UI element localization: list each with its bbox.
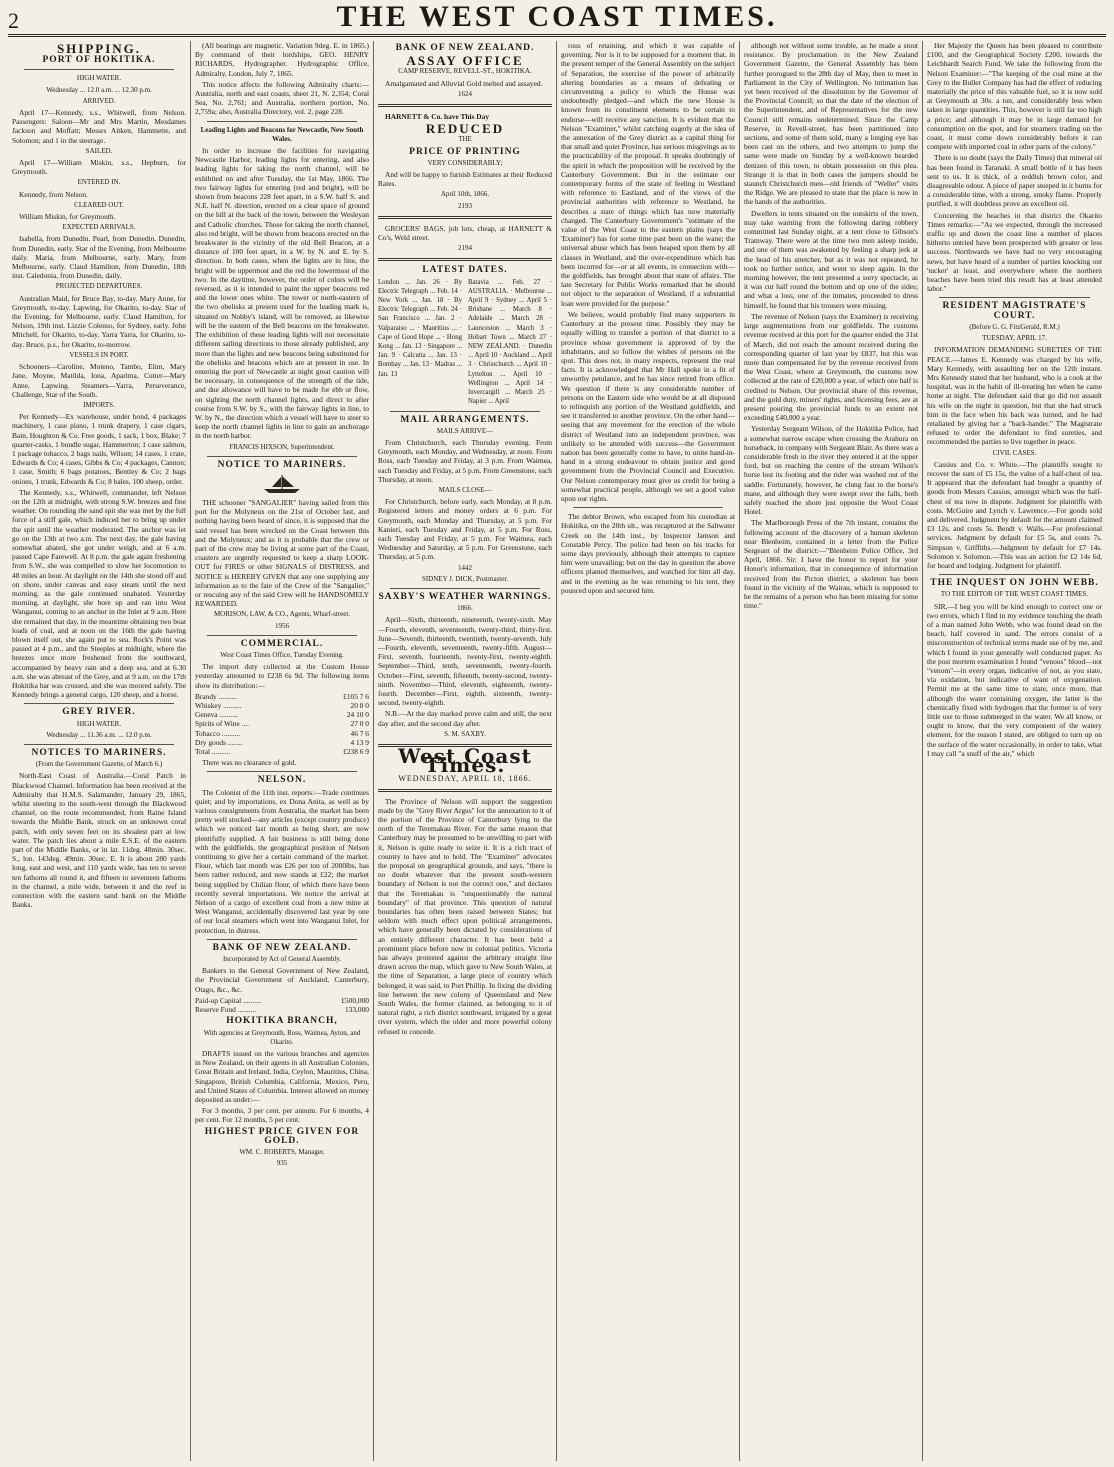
paper-date: WEDNESDAY, APRIL 18, 1866. <box>398 774 532 784</box>
harnett-text: HARNETT & Co. have This Day <box>385 112 490 122</box>
divider <box>24 703 174 704</box>
assay-heading: ASSAY OFFICE <box>406 53 524 69</box>
resident-court-date: TUESDAY, APRIL 17. <box>982 334 1047 343</box>
duty-value: 4 13 9 <box>350 737 369 747</box>
assay-ref: 1624 <box>458 89 472 98</box>
saxby-heading: SAXBY'S WEATHER WARNINGS. <box>378 591 552 602</box>
resident-court-sub: (Before G. G. FitzGerald, R.M.) <box>969 322 1060 331</box>
divider <box>939 297 1090 298</box>
inquest-sub: TO THE EDITOR OF THE WEST COAST TIMES. <box>940 590 1089 599</box>
news-item-5: The Marlborough Press of the 7th instant, contains the following account of the discovery of a human skeleton near Blenheim, contained in a letter from the Police Sergeant of the district:—"Blenheim Police Office, 3rd April, 1866. Sir: I have the honor to report for your Honor's information, that in consequence of information received from the Picton district, a skeleton has been found in the vicinity of the Wairau, which is supposed to be the remains of a person who has been missing for some time." <box>744 518 918 611</box>
bank2-heading: BANK OF NEW ZEALAND. <box>395 43 535 53</box>
divider <box>207 771 357 772</box>
high-water-line: Wednesday ... 12.0 a.m. ... 12.30 p.m. <box>46 85 152 94</box>
notices-text: North-East Coast of Australia.—Coral Patch in Blackwood Channel. Information has been received at the Admiralty that H.M.S. Salamander, January 29, 1865, whilst steering to the south-west through the Blackwood channel, on the route recommended, from Raine Island towards the Middle Bank, struck on an unknown coral patch, with only seven feet on its shoalest part at low water. The patch lies about a mile E.S.E. of the eastern part of the Middle Banks, or in lat. 11deg. 48min. 30sec. S., lon. 143deg. 49min. 30sec. E. It is about 280 yards long, east and west, and 110 yards wide, has ten to seven ten fathoms all round it, and fifteen to seventeen fathoms in the channel, a mile wide, between it and the reef in connection with the eastern sand bank on the Middle Banks. <box>12 771 186 910</box>
capital-label: Paid-up Capital .......... <box>195 995 262 1005</box>
divider <box>207 456 357 457</box>
high-water-heading: HIGH WATER. <box>76 74 122 83</box>
cleared-text: William Miskin, for Greymouth. <box>19 212 116 222</box>
sailed-heading: SAILED. <box>85 146 113 155</box>
capital-value: 133,000 <box>344 1005 369 1015</box>
duty-label: Spirits of Wine .... <box>195 719 249 729</box>
news-item-3: The revenue of Nelson (says the Examiner) is receiving large augmentations from our goldfields. The customs revenue received at this port for the quarter ended the 31st of March, did not reach the amount received during the corresponding quarter of last year by £837, but this was more than compensated for by the revenue received from the West Coast, where at Greymouth, the customs now collected at the rate of £20,000 a year, of which one half is credited to Nelson. Our provincial share of this revenue, and the gold duty, miners' rights, and licensing fees, are at present pouring the provincial funds to an extent not exceeding £40,000 a year. <box>744 311 918 423</box>
grey-line: Wednesday ... 11.36 a.m. ... 12.0 p.m. <box>46 730 152 739</box>
interest-rates: For 3 months, 3 per cent. per annum. For 6 months, 4 per cent. For 12 months, 5 per cent. <box>195 1106 369 1125</box>
duty-label: Brandy .......... <box>195 691 238 701</box>
leading-signature: FRANCIS HIXSON, Superintendent. <box>229 442 335 451</box>
mail-arrive-text: From Christchurch, each Thursday evening. From Greymouth, each Monday, and Wednesday, at noon. From Ross, each Tuesday and Friday, at 3 p.m. From Waimea, each Tuesday and Friday, at 5 p.m. From Greenstone, each Thursday, at noon. <box>378 437 552 484</box>
latest-dates-heading: LATEST DATES. <box>422 265 508 276</box>
duty-value: £238 6 9 <box>343 747 369 757</box>
branch-sub: With agencies at Greymouth, Ross, Waimea, Ayton, and Okarito. <box>203 1028 361 1046</box>
grocers-text: GROCERS' BAGS, job lots, cheap, at HARNETT & Co's, Weld street. <box>378 223 552 243</box>
notices-heading: NOTICES TO MARINERS. <box>31 748 167 759</box>
commercial-text: The import duty collected at the Custom House yesterday amounted to £238 6s 9d. The following items show its distribution:— <box>195 662 369 690</box>
resident-court-text: INFORMATION DEMANDING SURETIES OF THE PEACE.—James E. Kennedy was charged by his wife, Mary Kennedy, with assaulting her on the 12th instant. Mrs Kennedy stated that her husband, who is a cook at the hospital, was in the habit of ill-treating her when he came home at night. The defendant said that go did not assault his wife on the night in question, but that she had struck him in the face when his back was turned, and he had retaliated by giving her a "back-hander." The Magistrate refused to order the defendant to find sureties, and recommended the parties to live together in peace. <box>927 345 1102 447</box>
bearings-text: (All bearings are magnetic. Variation 9deg. E. in 1865.) By command of their lordships, GEO. HENRY RICHARDS, Hydrographer. Hydrographic Office, Admiralty, London, July 7, 1865. <box>195 41 369 78</box>
saxby-year: 1866. <box>457 604 473 613</box>
dates-left: London ... Jan. 26 · By Electric Telegraph ... Feb. 14 · New York ... Jan. 18 · By Electric Telegraph ... Feb. 24 · San Francisco ... Jan. 2 · Valparaiso ... · Mauritius ... · Cape of Good Hope ... · Hong Kong ... Jan. 13 · Singapore ... Jan. 9 · Calcutta ... Jan. 13 · Bombay ... Jan. 13 · Madras ... Jan. 13 <box>378 278 462 378</box>
divider <box>378 789 552 792</box>
commercial-heading: COMMERCIAL. <box>240 638 324 649</box>
leader-text: The Province of Nelson will support the suggestion made by the "Grey River Argus" for the annexation to it of the portion of the Province of Canterbury lying to the north of the Teremakau River. For the same reason that Canterbury may be presumed to be unwilling to part with it, Nelson is quite ready to seize it. It is a rich tract of country to have and to hold. The "Examiner" advocates the proposal on geographical grounds, and says, "there is no doubt whatever that the present south-western boundary of Nelson is not the correct one," and declares that the Teremakau is "unquestionably the natural boundary" of that province. This question of natural boundaries has often been raised between States; but seldom with much effect upon political arrangements, which have generally been dictated by considerations of an entirely different character. It has been held a prominent place before now in colonial politics. Victoria has always protested against the arbitrary straight line drawn across the map, which gave to New South Wales, at the time of Separation, a large piece of country which belonged, it was said, to Port Phillip. In fixing the dividing line between the new colony of Queensland and New South Wales, the former claimed, as belonging to it of natural right, a rich district southward, irrigated by a great river system, which the older and more powerful colony refused to concede. <box>378 796 552 1036</box>
capital-label: Reserve Fund .......... <box>195 1005 257 1015</box>
gold-heading: HIGHEST PRICE GIVEN FOR GOLD. <box>204 1126 360 1146</box>
duty-table <box>195 692 369 756</box>
grey-high-water: HIGH WATER. <box>76 719 122 728</box>
price-text: And will be happy to furnish Estimates at their Reduced Rates. <box>378 170 552 189</box>
mail-signature: SIDNEY J. DICK, Postmaster. <box>421 574 509 583</box>
price-date: April 10th, 1866. <box>440 190 490 199</box>
notice-affects: This notice affects the following Admiralty charts:—Australia, north and east coasts, sheet 21, N. 2,354; Coral Sea, No. 2,761; and Australia, northern portion, No. 2,759a; also, Australia Directory, vol. 2, page 228. <box>195 79 369 117</box>
leading-heading: Leading Lights and Beacons for Newcastle, New South Wales. <box>200 125 364 143</box>
inquest-text: SIR,—I beg you will be kind enough to correct one or two errors, which I find in my evidence touching the death of a man named John Webb, who was found dead on the beach, half covered in sand. The errors consist of a misconstruction of technical terms made use of by me, and which I found in your generally well conducted paper. As the post mortem examination I found "venous" blood—not "venom"—in every organ, indicative of not, as you state, via oxidation, but indicative of want of oxygenation. Permit me at the same time to state, once more, that although the water containing oxygen, the latter is the chemically fixed with hydrogen that the former is of very little use to those submerged in the water. We all know, or ought to know, that the very component of the watery element, for the reason I stated, are obliged to turn up on the surface of the water occasionally, in order to take, what I may call "a snuff of the air," which <box>927 601 1102 758</box>
sailed-text: April 17—William Miskin, s.s., Hepburn, for Greymouth. <box>12 158 186 177</box>
mail-ref: 1442 <box>458 563 472 572</box>
sangalier-ref: 1956 <box>275 621 289 630</box>
price-sub: VERY CONSIDERABLY; <box>427 158 503 167</box>
assay-sub: CAMP RESERVE, REVELL-ST., HOKITIKA. <box>398 67 532 76</box>
divider <box>378 258 552 261</box>
price-heading: PRICE OF PRINTING <box>409 146 521 157</box>
duty-value: £105 7 6 <box>343 691 369 701</box>
imports-text: Per Kennedy—Ex warehouse, under bond, 4 packages machinery, 1 case piano, 1 trunk drapery, 1 case cigars, Bain, Houghton & Co. Free goods, 1 sack, 1 box, Blake; 7 quarter-casks, 1 bundle sugar, Hammerton; 1 case salmon, 1 package tobacco, 2 bags nails, Wilson; 14 cases, 1 crate, Edwards & Co; 4 cases, Gibbs & Co; 4 packages, Cannon; 1 case, Smith; 6 bags potatoes, Bentley & Co; 2 bags onions, 1 trunk, Edwards & Co; 8 bales, 100 sheep, order. <box>12 412 186 486</box>
column-1 <box>8 41 191 1461</box>
imports-heading: IMPORTS. <box>83 400 115 409</box>
vessels-text: Schooners—Caroline, Moteno, Tambo, Elim, Mary Jane, Moyne, Matilda, Iona, Aparima, Cutter—Mary Anne, Lapwing. Steamers—Yarra, Perseverance, Challenge, Star of the South. <box>12 362 186 399</box>
news-item-8: Concerning the beaches in that district the Okarito Times remarks:—"As we expected, through the increased traffic up and down the coast line a number of places hitherto untried have been prospected with greater or less success. Northwards we have had no very encouraging news, but have heard of a number of parties knocking out 'tucker' at least, and everywhere where the northern beaches have been tried this result has at least attended labor." <box>927 210 1102 294</box>
gold-signature: WM. C. ROBERTS, Manager. <box>239 1147 325 1156</box>
vessels-heading: VESSELS IN PORT. <box>69 350 129 359</box>
divider <box>390 588 540 589</box>
drafts-text: DRAFTS issued on the various branches and agencies in New Zealand, on their agents in all Australian Colonies, Great Britain and Ireland, India, Ceylon, Mauritius, China, Singapore, British Columbia, California, Mexico, Peru, and United States of Columbia. Interest allowed on money deposited as under:— <box>195 1048 369 1104</box>
mails-close: MAILS CLOSE— <box>438 485 492 494</box>
cleared-heading: CLEARED OUT. <box>74 200 124 209</box>
divider <box>207 635 357 636</box>
resident-court-heading: RESIDENT MAGISTRATE'S COURT. <box>942 301 1087 321</box>
gold-ref: 935 <box>276 1159 288 1168</box>
debtor-text: The debtor Brown, who escaped from his custodian at Hokitika, on the 20th ult., was recaptured at the Saltwater Creek on the 14th inst., by Inspector Jamson and Constable Percy. The police had been on his tracks for some days previously, although their attempts to capture him were unavailing; but on the day in question the above officers planted themselves, and watched for him all day, and in the evening as he was returning to his tent, they pounced upon and secured him. <box>561 512 735 595</box>
bank-incorporated: Incorporated by Act of General Assembly. <box>222 955 342 964</box>
kennedy-report: The Kennedy, s.s., Whitwell, commander, left Nelson on the 12th at midnight, with strong S.W. breezes and fine weather. On rounding the sand spit she was met by the full force of a stiff gale, which induced her to bring up under the spit until the weather moderated. The anchor was let go on the 13th at two a.m. The next day, the gale having somewhat abated, she got under weigh, and at 6 a.m. passed Cape Farewell. At 8 p.m. the gale again freshening from S.W., she was compelled to slow her locomotion to 48 miles an hour. At daylight on the 14th she stood off and on shore, under canvas and easy steam until the next morning, as the gale continued unabated. Yesterday morning, at daylight, she bore up and ran into West Wanganui, coming to an anchor in the Inlet at 9 a.m. Here she remained that day, in the meantime obtaining two boat loads of coal, and at noon on the 16th the gale having blown itself out, she again put to sea. Rock's Point was passed at 4 p.m., and the Steeples at midnight, where the breezes once more freshened from the southward, accompanied by heavy rain and a deep sea, and at 6.30 a.m. she was abreast of the Grey, and at 9 a.m. on the 17th Hokitika bar was crossed, and she was moored safely. The Kennedy brings a general cargo, 120 sheep, and a horse. <box>12 487 186 700</box>
civil-cases-heading: CIVIL CASES. <box>992 448 1037 457</box>
nelson-text: The Colonist of the 11th inst. reports:—Trade continues quiet; and by importations, ex Dona Anita, as well as by various consignments from Australia, the market has been pretty well stocked—any articles (except country produce) which we noticed last month as being short, are now plentifully supplied. A fair business is still being done with the goldfields, the geographical position of Nelson continuing to give her a certain command of the market. Flour, which last month was £26 per ton of 2000lbs, has been rather reduced, and now stands at £22; the market being supplied by Chilian flour, of which there have been recently several importations. We notice the arrival at Nelson of a cargo of excellent coal from a new mine at West Wanganui, accidentally discovered last year by one of our local steamers which went into Wanganui Inlet, for protection, in distress. <box>195 787 369 935</box>
divider <box>24 744 174 745</box>
bank-text: Bankers to the General Government of New Zealand, the Provincial Government of Auckland, Canterbury, Otago, &c., &c. <box>195 966 369 994</box>
civil-cases-text: Cassius and Co. v. White.—The plaintiffs sought to recover the sum of £5 15s, the value of a half-chest of tea. It appeared that the defendant had bought a quantity of goods from Messrs Cassius, amongst which was the half-chest of tea now in dispute. Judgment for plaintiffs with costs. McGuire and Lynch v. Lawrence.—For goods sold and delivered. Judgment by default for the amount claimed £3 12s, and costs 5s. Bendt v. Walls.—For professional services. Judgment by default for £5 5s, and costs 7s. Simpson v. Griffiths.—Judgment by default for £7 14s. Solomon v. Solomon.—This was an action for £2 14s 6d, for board and lodging. Judgment for plaintiff. <box>927 459 1102 570</box>
leader-continuation-2: We believe, would probably find many supporters in Canterbury at the present time. Possibly they may be equally willing to transfer a portion of that district to a province whose government is approved of by the inhabitants, and so follow the wishes of persons on the spot. This does not, in many respects, represent the real facts. It is acknowledged that Mr Hall spoke in a fit of unworthy petulance, and he has since retired from office. We question if there is any considerable number of persons on the Eastern side who would be at all disposed to relinquish any portion of the Westland goldfields, and see it transferred to another province. On the other hand—seeing that any movement for the erection of the whole district of Westland into an independent province, was unlikely to be attended with success—the Government nation has been generally come to have, to unite hand-in-hand in a strong endeavour to obtain justice and good government from the Provincial Council and Executive. Our Nelson contemporary must give us credit for being a somewhat practical people, although we set a good value upon our rights. <box>561 309 735 503</box>
projected-heading: PROJECTED DEPARTURES. <box>55 282 143 291</box>
clearance-text: There was no clearance of gold. <box>202 758 297 768</box>
saxby-text: April—Sixth, thirteenth, nineteenth, twenty-sixth. May—Fourth, eleventh, seventeenth, twenty-third, thirty-first. June—Seventh, thirteenth, twentieth, twenty-seventh. July—Fourth, eleventh, seventeenth, twenty-fifth. August—First, seventh, fourteenth, twenty-first, twenty-eighth. September—Third, tenth, seventeenth, twenty-fourth. October—First, seventh, fifteenth, twenty-second, twenty-ninth. November—Third, eleventh, eighteenth, twenty-fourth. December—First, eighth, sixteenth, twenty-second, twenty-eighth. <box>378 615 552 708</box>
divider <box>207 939 357 940</box>
bank-heading: BANK OF NEW ZEALAND. <box>212 942 352 953</box>
duty-value: 27 0 0 <box>350 719 369 729</box>
column-4 <box>557 41 740 1461</box>
duty-label: Total .......... <box>195 747 231 757</box>
saxby-note: N.B.—At the day marked prove calm and still, the next day after, and the second day after. <box>378 709 552 728</box>
duty-label: Whiskey .......... <box>195 701 242 710</box>
duty-value: 46 7 6 <box>350 728 369 738</box>
grey-river-heading: GREY RIVER. <box>62 707 136 718</box>
notice-mariners-heading: NOTICE TO MARINERS. <box>217 459 347 470</box>
column-6 <box>923 41 1106 1461</box>
entered-text: Kennedy, from Nelson. <box>19 189 88 199</box>
capital-value: £500,000 <box>341 995 369 1005</box>
ship-icon <box>260 473 304 495</box>
columns <box>8 41 1106 1461</box>
assay-text: Amalgamated and Alluvial Gold melted and assayed. <box>385 78 543 88</box>
sangalier-signature: MORISON, LAW, & CO., Agents, Wharf-street. <box>213 610 351 619</box>
projected-text: Australian Maid, for Bruce Bay, to-day. Mary Anne, for Greymouth, to-day. Lapwing, for Okarito, to-day. Star of the Evening, for Melbourne, early. Claud Hamilton, for Nelson, 19th inst. Lizzie Colenso, for Sydney, early. John Mitchell, for Okarito, to-day. Yarra Yarra, for Okarito, to-day. Bruce, p.s., for Okarito, to-morrow. <box>12 293 186 349</box>
reduced-the: THE <box>458 135 472 144</box>
duty-label: Geneva .......... <box>195 710 238 720</box>
reduced-heading: REDUCED <box>425 121 505 137</box>
duty-value: 24 10 0 <box>346 710 369 720</box>
saxby-signature: S. M. SAXBY. <box>444 729 486 738</box>
divider <box>390 411 540 412</box>
price-ref: 2193 <box>458 201 472 210</box>
divider <box>378 104 552 107</box>
nelson-heading: NELSON. <box>257 775 307 786</box>
leader-continuation: rous of retaining, and which it was capable of governing. Nor is it to be supposed for a moment that, in the present temper of the General Assembly on the subject of Separation, the exercise of the power of arbitrarily altering boundaries as a means of defeating or circumventing a policy to which the House was undoubtedly pledged—and which the new House is known from its constituent elements to be certain to endorse—will receive any sanction. It is evident that the Nelson "Examiner," whilst catching eagerly at the idea of the annexation of the Grey district as a capital thing for that small and quiet Province, has serious misgivings as to the practicability of the proposal. It speaks doubtingly of the spirit in which the proposition will be received by the Canterbury Government. But in the estimate our contemporary forms of the state of feeling in Westland with reference to Eastland, and of the views of the provincial authorities with reference to Westland, he describes a state of things which has now materially changed. The Canterbury Government's "estimate of the value of the West Coast to the eastern plains (says the 'Examiner') has for some time past been on the wane; the universal abuse which has been heaped upon them by all classes in Westland, and the over-expenditure which has been incurred for—or at all events, in connection with—the goldfields, has brought about that state of affairs. The late Secretary for Public Works remarked that he should not object to the separation of Westland, if a substantial loan were provided for the purpose." <box>561 41 735 308</box>
news-item-4: Yesterday Sergeant Wilson, of the Hokitika Police, had a somewhat narrow escape when crossing the Arahura on horseback, in company with Sergeant Blair. As there was a considerable fresh in the river they entered it at the upper ford, but on reaching the centre of the stream Wilson's horse lost its footing and the rider was washed out of the saddle. Fortunately, however, he clung fast to the horse's mane, and although they were swept over the falls, both safely reached the shore just opposite the Wool Coast Hotel. <box>744 424 918 517</box>
duty-label: Dry goods ........ <box>195 737 243 747</box>
branch-heading: HOKITIKA BRANCH, <box>226 1016 338 1027</box>
divider <box>24 69 174 70</box>
column-3 <box>374 41 557 1461</box>
duty-label: Tobacco .......... <box>195 728 241 738</box>
port-heading: PORT OF HOKITIKA. <box>42 55 156 66</box>
inquest-heading: THE INQUEST ON JOHN WEBB. <box>930 578 1099 589</box>
entered-heading: ENTERED IN. <box>77 178 121 187</box>
column-5 <box>740 41 923 1461</box>
divider <box>939 574 1090 575</box>
page-number: 2 <box>8 8 19 33</box>
leading-text: In order to increase the facilities for navigating Newcastle Harbor, leading lights for entering, and also leading lights for taking the north channel, will be exhibited on and after Tuesday, the 1st May, 1866. The two fairway lights for entering (red and bright), will be shown from beacons 228 feet apart, in a S.W. half S. and N.E. half N. direction, erected on a clear space of ground on the hill at the back of the town, between the Wesleyan and Catholic churches. Those for taking the north channel, also red bright, will be shown from beacons erected on the breakwater in the vicinity of the old Bell Beacon, at a distance of 100 feet apart, in a W. by N. and E. by S. direction. In both cases, when the lights are in line, the bright will be uppermost and the red the lowermost of the two. In the daytime, however, the order of colors will be reversed, as it is intended to paint the upper beacons red and the lower ones white. The tower or north-eastern of the two obelisks at present used for the leading mark is, situated on Nobby's island, will be removed, as likewise will be the eastern of the Bell beacons on the breakwater. The exhibition of these leading lights will not necessitate different sailing directions to those already published, any more than the lights and new beacons being substituted for the obelisks and beacons which are at present in use. In entering the port of Newcastle at night great caution will be necessary, in consequence of the strength of the tide, and due allowance will have to be made for ebb or flow, on sighting the north channel lights, and direct to after course from S.W. by S., with the fairway lights in line, to W. by N., the direction which a vessel will have to steer to keep the north channel lights in line to gain an anchorage in the north harbor. <box>195 146 369 441</box>
divider <box>573 507 723 508</box>
dates-right: Batavia ... Feb. 27 · AUSTRALIA. · Melbourne ... April 9 · Sydney ... April 5 · Brisbane ... March 8 · Adelaide ... March 28 · Launceston ... March 3 · Hobart Town ... March 27 · NEW ZEALAND. · Dunedin ... April 10 · Auckland ... April 3 · Christchurch ... April 10 · Lyttelton ... April 10 · Wellington ... April 14 · Invercargill ... March 25 · Napier ... April <box>468 278 552 406</box>
commercial-sub: West Coast Times Office, Tuesday Evening. <box>220 650 344 659</box>
column-2 <box>191 41 374 1461</box>
news-item-1: although not without some trouble, as he made a stout resistance. By proclamation in the New Zealand Government Gazette, the General Assembly has been further prorogued to the 28th day of May, then to meet in Parliament in the City of Wellington. No intimation has yet been received of the dissolution by the Governor of the Provincial Council; so that the date of the election of the Superintendent, and of Representatives for the new Council still remains undetermined. Since the Camp Reserve, in Revell-street, has been partitioned into sections, and some of them sold, many a longing eye has been cast on the others, and two attempts to jump the same were made on Sunday by a well-known bearded denizen of this town, to obtain possession on this plea. Strange it is that in both cases the jumpers should be staunch Christchurch men—old friends of "Weller" visits the Ridge. We are pleased to state that the place is now in the hands of the authorities. <box>744 41 918 207</box>
latest-dates-table <box>378 278 552 407</box>
mails-arrive: MAILS ARRIVE— <box>436 426 494 435</box>
news-item-7: There is no doubt (says the Daily Times) that mineral oil has been found in Taranaki. A small bottle of it has been sent to us. It is thick, of a reddish brown color, and disagreeable odour. A piece of paper steeped in it burns for a considerable time, with a strong, smoky flame. Properly purified, it will doubtless prove an excellent oil. <box>927 153 1102 209</box>
divider <box>378 216 552 219</box>
mail-heading: MAIL ARRANGEMENTS. <box>400 414 530 425</box>
notices-sub: (From the Government Gazette, of March 6.) <box>35 760 163 769</box>
paper-title: West Coast Times. <box>398 744 532 778</box>
arrived-heading: ARRIVED. <box>82 96 116 105</box>
duty-value: 20 8 0 <box>350 701 369 710</box>
expected-heading: EXPECTED ARRIVALS. <box>62 223 136 232</box>
mail-close-text: For Christchurch, before early, each Monday, at 8 p.m. Registered letters and money orders at 6 p.m. For Greymouth, each Monday and Thursday, at 5 p.m. For Kanieri, each Tuesday and Friday, at 5 p.m. For Ross, each Tuesday and Friday, at 5 p.m. For Waimea, each Wednesday and Saturday, at 5 p.m. For Greenstone, each Thursday, at 5 p.m. <box>378 497 552 562</box>
capital-table <box>195 996 369 1014</box>
shipping-heading: SHIPPING. <box>56 41 142 56</box>
sangalier-text: THE schooner "SANGALIER" having sailed from this port for the Molyneux on the 21st of October last, and nothing having been heard of since, it is supposed that the said vessel has been wrecked on the Coast between this and the Molyneux; and as it is probable that the crew or part of the crew may be living at some part of the Coast, coasters are urgently requested to keep a sharp LOOK-OUT for FIRES or other SIGNALS of DISTRESS, and NOTICE is HEREBY GIVEN that any one supplying any information as to the fate of the Crew of the "Sangalier," or rescuing any of the said Crew will be HANDSOMELY REWARDED. <box>195 497 369 609</box>
masthead <box>8 0 1106 37</box>
news-item-2: Dwellers in tents situated on the outskirts of the town, may take warning from the following daring robbery committed last Sunday night, at a tent close to Gibson's Tramway. There were at the time two men asleep inside, and one of them was awakened by feeling a sharp jerk at the head of his stretcher, but as it was not repeated, he took no further notice, and went to sleep again. In the morning however, the tent presented a sorry spectacle, as it was cut half round the bottom and up one of the sides; and what a loss, one of the inmates, proceeded to dress himself, he found that his trousers were missing. <box>744 208 918 310</box>
expected-text: Isabella, from Dunedin. Pearl, from Dunedin. Dunedin, from Dunedin, early. Star of the Evening, from Melbourne daily. Maria, from Melbourne, early. Mary, from Melbourne, early. Claud Hamilton, from Dunedin, 18th inst. Caledonia, from Dunedin, daily. <box>12 234 186 281</box>
news-item-6: Her Majesty the Queen has been pleased to contribute £100, and the Geographical Society £200, towards the Leichhardt Search Fund. We take the following from the Nelson Examiner:—"The keeping of the coal mine at the Grey to the Buller Company has had the effect of reducing materially the price of this valuable fuel, so it is now sold at Greymouth at 30s. a ton, and considerably less when taken in large quantities. This, however is still far too high a price; and although it may be in large demand for consumption on the spot, and for steamers trading on the coast, it must come down considerably before it can compete with imported coal in other parts of the colony." <box>927 41 1102 152</box>
newspaper-title: THE WEST COAST TIMES. <box>336 0 778 33</box>
divider <box>207 121 357 122</box>
grocers-ref: 2194 <box>458 244 472 253</box>
arrived-text: April 17—Kennedy, s.s., Whitwell, from Nelson. Passengers: Saloon—Mr and Mrs Martin, Mesdames Jackson and Moffatt; Messrs Aitken, Hammette, and Solomon; and 1 in the steerage. <box>12 108 186 145</box>
